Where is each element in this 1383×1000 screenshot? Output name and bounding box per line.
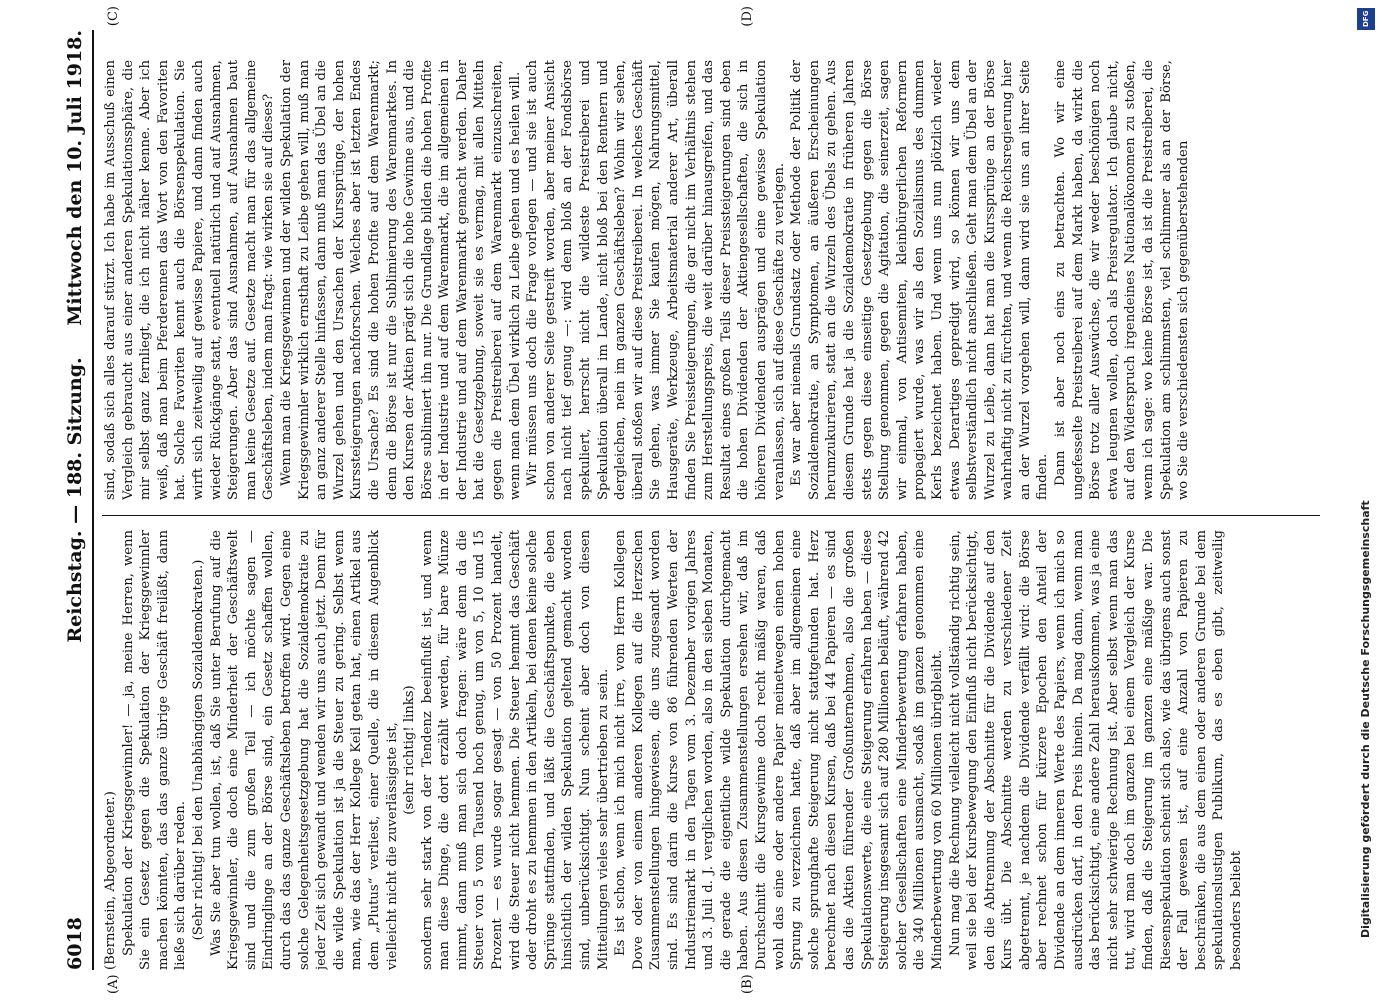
paragraph: Es war aber niemals Grundsatz oder Methode der Politik der Sozialdemokratie, an Symptomen, an äußeren Erscheinungen herumzukurieren, statt an die Wurzeln des Übels zu gehen. Aus diesem Grunde hat ja die Sozialdemokratie in früheren Jahren stets gegen diese einseitige Gesetzgebung gegen die Börse Stellung genommen, gegen die Agitation, die seinerzeit, sagen wir einmal, von Antisemiten, kleinbürgerlichen Reformern propagiert wurde, was wir als den Sozialismus des dummen Kerls bezeichnet haben. Und wenn uns nun plötzlich wieder etwas Derartiges gepredigt wird, so können wir uns dem selbstverständlich nicht anschließen. Geht man dem Übel an der Wurzel zu Leibe, dann hat man die Kurssprünge an der Börse wahrhaftig nicht zu fürchten, und wenn die Reichsregierung hier an der Wurzel vorgehen will, dann wird sie uns an ihrer Seite finden. bbox=[789, 60, 1051, 500]
paragraph: Wir müssen uns doch die Frage vorlegen — und sie ist auch schon von anderer Seite gestreift worden, aber meiner Ansicht nach nicht tief genug —: wird denn bloß an der Fondsbörse spekuliert, herrscht nicht die wildeste Preistreiberei und Spekulation überall im Lande, nicht bloß bei den Rentnern und dergleichen, nein im ganzen Geschäftsleben? Wohin wir sehen, überall stoßen wir auf diese Preistreiberei. In welches Geschäft Sie gehen, was immer Sie kaufen mögen, Nahrungsmittel, Hausgeräte, Werkzeuge, Arbeitsmaterial anderer Art, überall finden Sie Preissteigerungen, die gar nicht im Verhältnis stehen zum Herstellungspreis, die weit darüber hinausgreifen, und das Resultat eines großen Teils dieser Preissteigerungen sind eben die hohen Dividenden der Aktiengesellschaften, die sich in höheren Dividenden ausprägen und eine gewisse Spekulation veranlassen, sich auf diese Geschäfte zu verlegen. bbox=[525, 60, 787, 500]
page-number: 6018 bbox=[64, 917, 86, 970]
session-date: Mittwoch den 10. Juli 1918. bbox=[64, 30, 86, 326]
margin-mark-d: (D) bbox=[740, 6, 755, 27]
paragraph: Nun mag die Rechnung vielleicht nicht vollständig richtig sein, weil sie bei der Kursbewegung den Einfluß nicht berücksichtigt, den die Abtrennung der Abschnitte für die Dividende auf den Kurs übt. Die Abschnitte werden zu verschiedener Zeit abgetrennt, je nachdem die Dividende verfällt wird: die Börse aber rechnet schon für kürzere Epochen den Anteil der Dividende an dem inneren Werte des Papiers, wenn ich mich so ausdrücken darf, in den Preis hinein. Da mag dann, wenn man das berücksichtigt, eine andere Zahl herauskommen, was ja eine nicht sehr schwierige Rechnung ist. Aber selbst wenn man das tut, wird man doch im ganzen bei einem Vergleich der Kurse finden, daß die Steigerung im ganzen eine mäßige war. Die Riesenspekulation scheint sich also, wie das übrigens auch sonst der Fall gewesen ist, auf eine Anzahl von Papieren zu beschränken, die aus dem einen oder anderen Grunde bei dem spekulationslustigen Publikum, das es eben gibt, zeitweilig besonders beliebt bbox=[947, 530, 1244, 970]
session-title: Reichstag. — 188. Sitzung. bbox=[64, 357, 86, 643]
paragraph: Dann ist aber noch eins zu betrachten. Wo wir eine ungefesselte Preistreiberei auf dem Markt haben, da wirkt die Börse trotz aller Auswüchse, die wir weder beschönigen noch etwa leugnen wollen, doch als Preisregulator. Ich glaube nicht, auf den Widerspruch irgendeines Nationalökonomen zu stoßen, wenn ich sage: wo keine Börse ist, da ist die Preistreiberei, die Spekulation am schlimmsten, viel schlimmer als an der Börse, wo Sie die verschiedensten sich gegenüberstehenden bbox=[1053, 60, 1192, 500]
margin-mark-c: (C) bbox=[106, 6, 121, 27]
paragraph: Spekulation der Kriegsgewinnler! — ja, meine Herren, wenn Sie ein Gesetz gegen die Spekulation der Kriegsgewinnler machen könnten, das das ganze übrige Geschäft freiläßt, dann ließe sich darüber reden. bbox=[120, 530, 189, 970]
margin-mark-a: (A) bbox=[106, 974, 121, 994]
paragraph: sondern sehr stark von der Tendenz beeinflußt ist, und wenn man diese Dinge, die dort erzählt werden, für bare Münze nimmt, dann muß man sich doch fragen: wäre denn da die Steuer von 5 vom Tausend hoch genug, um von 5, 10 und 15 Prozent — es wurde sogar gesagt — von 50 Prozent handelt, wird die Steuer nicht hemmen. Die Steuer hemmt das Geschäft oder droht es zu hemmen in den Artikeln, bei denen keine solche Sprünge stattfinden, und läßt die Geschäftspunkte, die eben hinsichtlich der wilden Spekulation geltend gemacht worden sind, unberücksichtigt. Nun scheint aber doch von diesen Mitteilungen vieles sehr übertrieben zu sein. bbox=[419, 530, 611, 970]
right-column bbox=[102, 60, 1320, 500]
speaker-note: (Bernstein, Abgeordneter.) bbox=[103, 791, 118, 970]
digitization-note: Digitalisierung gefördert durch die Deutsche Forschungsgemeinschaft bbox=[1359, 500, 1372, 938]
paragraph: Was Sie aber tun wollen, ist, daß Sie unter Berufung auf die Kriegsgewinnler, die doch eine Minderheit der Geschäftswelt sind und die zum großen Teil — ich möchte sagen — Eindringlinge an der Börse sind, ein Gesetz schaffen wollen, durch das das ganze Geschäftsleben betroffen wird. Gegen eine solche Gelegenheitsgesetzgebung hat die Sozialdemokratie zu jeder Zeit sich gewandt und wenden wir uns auch jetzt. Denn für die wilde Spekulation ist ja die Steuer zu gering. Selbst wenn man, wie das der Herr Kollege Keil getan hat, einen Artikel aus dem „Plutus“ verliest, einer Quelle, die in diesem Augenblick vielleicht nicht die zuverlässigste ist, bbox=[208, 530, 400, 970]
dfg-logo: DFG bbox=[1357, 8, 1375, 30]
left-column bbox=[102, 530, 1320, 970]
page-header bbox=[58, 30, 94, 970]
paragraph: Es ist schon, wenn ich mich nicht irre, vom Herrn Kollegen Dove oder von einem anderen Kollegen auf die Herzschen Zusammenstellungen hingewiesen, die uns zugesandt worden sind. Es sind darin die Kurse von 86 führenden Werten der Industriemarkt in den Tagen vom 3. Dezember vorigen Jahres und 3. Juli d. J. verglichen worden, also in den sieben Monaten, die gerade die eigentliche wilde Spekulation durchgemacht haben. Aus diesen Zusammenstellungen ersehen wir, daß im Durchschnitt die Kursgewinne doch recht mäßig waren, daß wohl das eine oder andere Papier meinetwegen einen hohen Sprung zu verzeichnen hatte, daß aber im allgemeinen eine solche sprunghafte Steigerung nicht stattgefunden hat. Herz berechnet nach diesen Kursen, daß bei 44 Papieren — es sind das die Aktien führender Großunternehmen, also die großen Spekulationswerte, die eine Steigerung erfahren haben — diese Steigerung insgesamt sich auf 280 Millionen beläuft, während 42 solcher Gesellschaften eine Minderbewertung erfahren haben, die 340 Millionen ausmacht, sodaß im ganzen genommen eine Minderbewertung von 60 Millionen übrigbleibt. bbox=[613, 530, 945, 970]
interjection: (Sehr richtig! bei den Unabhängigen Sozialdemokraten.) bbox=[190, 559, 206, 941]
digitization-strip bbox=[1355, 8, 1379, 948]
margin-mark-b: (B) bbox=[740, 974, 755, 994]
rotated-page bbox=[40, 0, 1340, 1000]
paragraph: sind, sodaß sich alles darauf stürzt. Ich habe im Ausschuß einen Vergleich gebraucht aus einer anderen Spekulationssphäre, die mir selbst ganz fernliegt, die ich nicht näher kenne. Aber ich weiß, daß man beim Pferderennen das Wort von den Favoriten hat. Solche Favoriten kennt auch die Börsenspekulation. Sie wirft sich zeitweilig auf gewisse Papiere, und dann finden auch wieder Rückgänge statt, eventuell natürlich und auf Ausnahmen, Steigerungen. Aber das sind Ausnahmen, auf Ausnahmen baut man keine Gesetze auf. Gesetze macht man für das allgemeine Geschäftsleben, indem man fragt: wie wirken sie auf dieses? bbox=[103, 60, 277, 500]
paragraph: Wenn man die Kriegsgewinnen und der wilden Spekulation der Kriegsgewinnler wirklich ernsthaft zu Leibe gehen will, muß man an ganz anderer Stelle hinfassen, dann muß man das Übel an die Wurzel gehen und den Ursachen der Kurssprünge, der hohen Kurssteigerungen nachforschen. Welches aber ist letzten Endes die Ursache? Es sind die hohen Profite auf dem Warenmarkt; denn die Börse ist nur die Sublimierung des Warenmarktes. In den Kursen der Aktien prägt sich die hohe Gewinne aus, und die Börse sublimiert ihn nur. Die Grundlage bilden die hohen Profite in der Industrie und auf dem Warenmarkt, die im allgemeinen in der Industrie und auf dem Warenmarkt gemacht werden. Daher hat die Gesetzgebung, soweit sie es vermag, mit allen Mitteln gegen die Preistreiberei auf dem Warenmarkt einzuschreiten, wenn man dem Übel wirklich zu Leibe gehen und es heilen will. bbox=[278, 60, 523, 500]
column-divider bbox=[102, 515, 1320, 516]
interjection: (sehr richtig! links) bbox=[402, 685, 418, 815]
